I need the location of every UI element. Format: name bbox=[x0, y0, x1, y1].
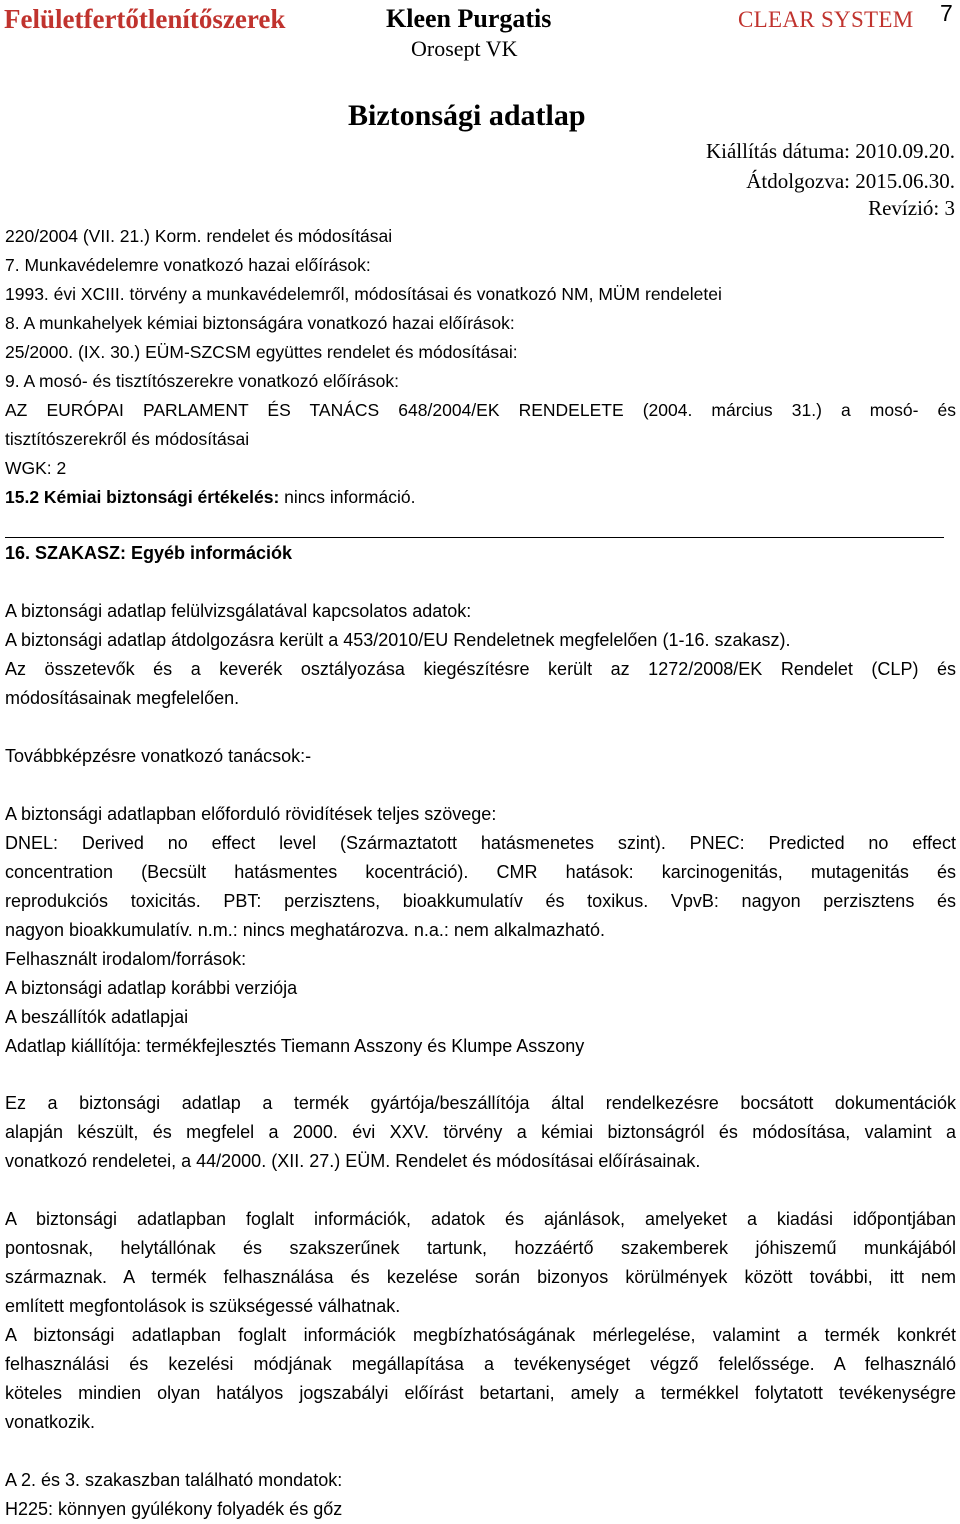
issue-date: Kiállítás dátuma: 2010.09.20. bbox=[705, 139, 955, 163]
disclaimer-line: köteles mindien olyan hatályos jogszabályi előírást betartani, amely a termékkel folytatott tevékenységre bbox=[5, 1383, 956, 1403]
disclaimer-line: A biztonsági adatlapban foglalt információk, adatok és ajánlások, amelyeket a kiadási időpontjában bbox=[5, 1209, 956, 1229]
disclaimer-line: felhasználási és kezelési módjának megállapítása a tevékenységet végző felelőssége. A felhasználó bbox=[5, 1354, 956, 1374]
wgk-line: WGK: 2 bbox=[5, 458, 67, 478]
regulation-line: 25/2000. (IX. 30.) EÜM-SZCSM együttes rendelet és módosításai: bbox=[5, 342, 518, 362]
disclaimer-paragraph bbox=[5, 1205, 956, 1437]
abbreviations-line: concentration (Becsült hatásmentes kocentráció). CMR hatások: karcinogenitás, mutagenitás és bbox=[5, 862, 956, 882]
section16-heading: 16. SZAKASZ: Egyéb információk bbox=[5, 543, 293, 563]
section-divider bbox=[5, 537, 944, 538]
training-text: Továbbképzésre vonatkozó tanácsok:- bbox=[5, 746, 312, 766]
source-item: A beszállítók adatlapjai bbox=[5, 1007, 189, 1027]
source-item: Adatlap kiállítója: termékfejlesztés Tiemann Asszony és Klumpe Asszony bbox=[5, 1036, 585, 1056]
review-line: Az összetevők és a keverék osztályozása kiegészítésre került az 1272/2008/EK Rendelet (CLP) és bbox=[5, 659, 956, 679]
review-line: módosításainak megfelelően. bbox=[5, 688, 240, 708]
basis-paragraph bbox=[5, 1089, 956, 1176]
revised-date: Átdolgozva: 2015.06.30. bbox=[746, 169, 955, 193]
chem-assessment bbox=[5, 483, 956, 512]
regulation-line: 220/2004 (VII. 21.) Korm. rendelet és módosításai bbox=[5, 226, 393, 246]
phrases-title: A 2. és 3. szakaszban található mondatok: bbox=[5, 1470, 343, 1490]
review-title: A biztonsági adatlap felülvizsgálatával kapcsolatos adatok: bbox=[5, 601, 472, 621]
review-paragraph bbox=[5, 597, 956, 713]
header-product-sub: Orosept VK bbox=[411, 36, 518, 61]
header-category: Felületfertőtlenítőszerek bbox=[4, 4, 286, 34]
abbreviations-paragraph bbox=[5, 800, 956, 1061]
revision: Revízió: 3 bbox=[868, 196, 955, 220]
basis-line: vonatkozó rendeletei, a 44/2000. (XII. 27.) EÜM. Rendelet és módosításai előírásainak. bbox=[5, 1151, 701, 1171]
chem-assessment-value: nincs információ. bbox=[279, 487, 416, 507]
regulation-line: tisztítószerekről és módosításai bbox=[5, 429, 250, 449]
abbreviations-line: DNEL: Derived no effect level (Származtatott hatásmenetes szint). PNEC: Predicted no effect bbox=[5, 833, 956, 853]
disclaimer-line: származnak. A termék felhasználása és kezelése során bizonyos körülmények között további, itt nem bbox=[5, 1267, 956, 1287]
basis-line: alapján készült, és megfelel a 2000. évi XXV. törvény a kémiai biztonságról és módosítása, valamint a bbox=[5, 1122, 956, 1142]
abbreviations-line: nagyon bioakkumulatív. n.m.: nincs meghatározva. n.a.: nem alkalmazható. bbox=[5, 920, 605, 940]
source-item: A biztonsági adatlap korábbi verziója bbox=[5, 978, 298, 998]
header-brand: CLEAR SYSTEM bbox=[738, 7, 914, 32]
training-paragraph bbox=[5, 742, 956, 771]
basis-line: Ez a biztonsági adatlap a termék gyártója/beszállítója által rendelkezésre bocsátott dokumentációk bbox=[5, 1093, 956, 1113]
phrase-item: H225: könnyen gyúlékony folyadék és gőz bbox=[5, 1499, 343, 1519]
chem-assessment-label: 15.2 Kémiai biztonsági értékelés: bbox=[5, 487, 280, 507]
review-line: A biztonsági adatlap átdolgozásra került a 453/2010/EU Rendeletnek megfelelően (1-16. szakasz). bbox=[5, 630, 791, 650]
regulation-line: 9. A mosó- és tisztítószerekre vonatkozó előírások: bbox=[5, 371, 399, 391]
section15-block bbox=[5, 222, 956, 512]
regulation-line: 1993. évi XCIII. törvény a munkavédelemről, módosításai és vonatkozó NM, MÜM rendeletei bbox=[5, 284, 722, 304]
header-product: Kleen Purgatis bbox=[386, 4, 552, 33]
regulation-line: 8. A munkahelyek kémiai biztonságára vonatkozó hazai előírások: bbox=[5, 313, 515, 333]
disclaimer-line: említett megfontolások is szükségessé válhatnak. bbox=[5, 1296, 401, 1316]
disclaimer-line: pontosnak, helytállónak és szakszerűnek tartunk, hozzáértő szakemberek jóhiszemű munkájából bbox=[5, 1238, 956, 1258]
disclaimer-line: vonatkozik. bbox=[5, 1412, 96, 1432]
abbreviations-title: A biztonsági adatlapban előforduló rövidítések teljes szövege: bbox=[5, 804, 497, 824]
regulation-line: AZ EURÓPAI PARLAMENT ÉS TANÁCS 648/2004/EK RENDELETE (2004. március 31.) a mosó- és bbox=[5, 400, 956, 420]
page-number: 7 bbox=[940, 0, 953, 26]
sources-title: Felhasznált irodalom/források: bbox=[5, 949, 247, 969]
abbreviations-line: reprodukciós toxicitás. PBT: perzisztens, bioakkumulatív és toxikus. VpvB: nagyon perzisztens és bbox=[5, 891, 956, 911]
regulation-line: 7. Munkavédelemre vonatkozó hazai előírások: bbox=[5, 255, 371, 275]
phrases-paragraph bbox=[5, 1466, 956, 1524]
section16-heading-block bbox=[5, 539, 956, 568]
disclaimer-line: A biztonsági adatlapban foglalt információk megbízhatóságának mérlegelése, valamint a termék konkrét bbox=[5, 1325, 956, 1345]
doc-title: Biztonsági adatlap bbox=[348, 99, 586, 132]
